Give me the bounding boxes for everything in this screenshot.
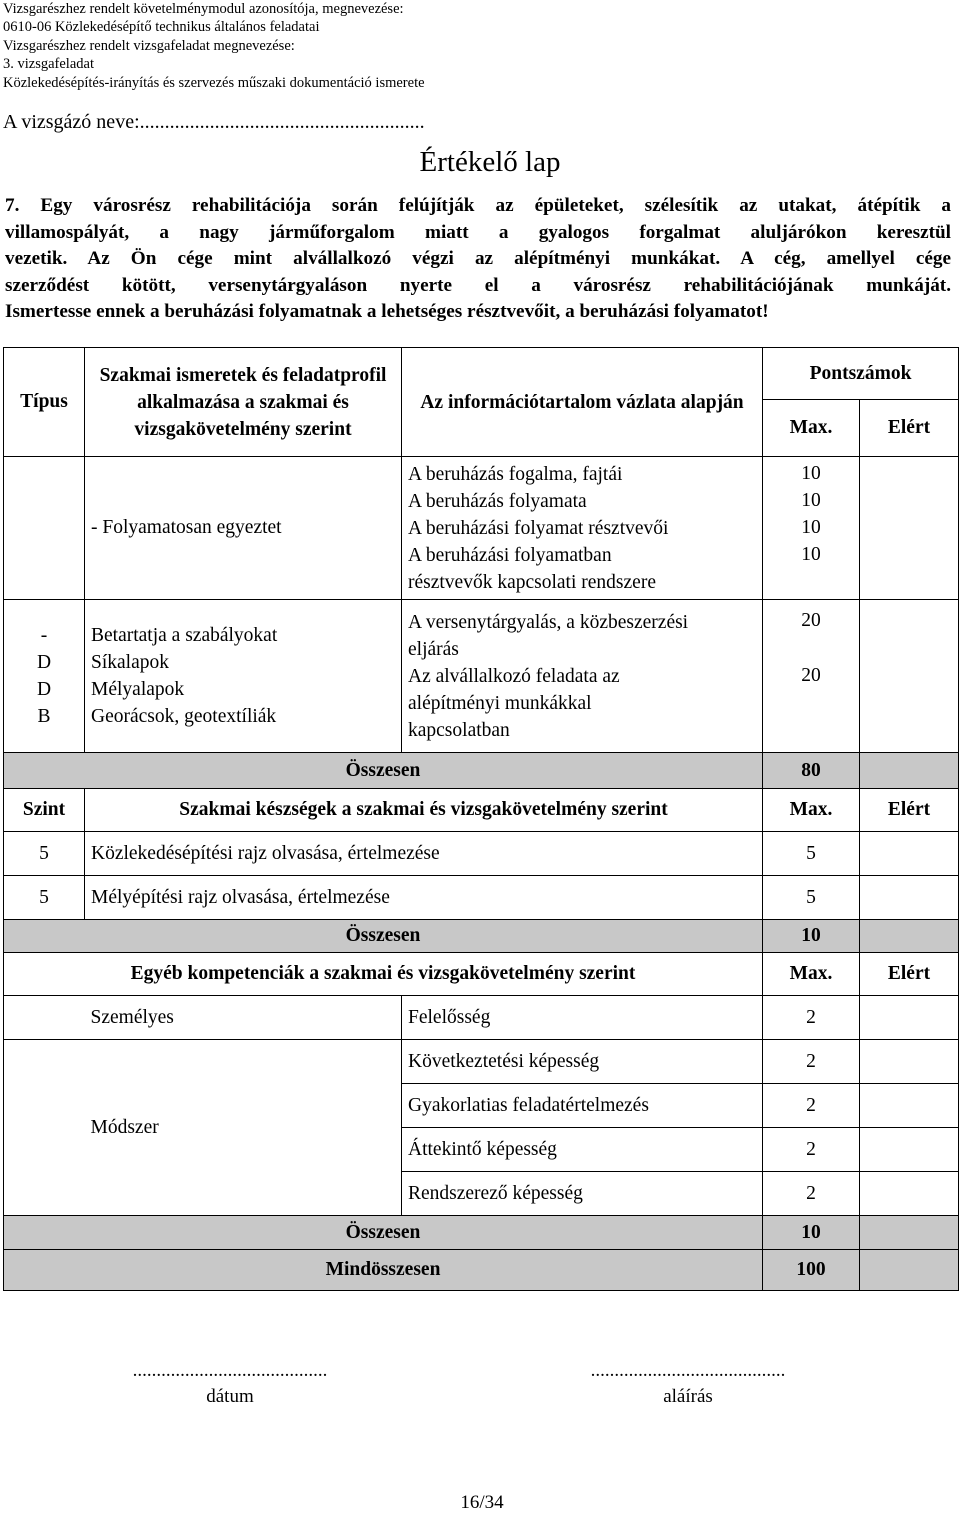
signature-line[interactable]: ......................................... bbox=[590, 1360, 786, 1381]
knowledge-item: Betartatja a szabályokat bbox=[91, 625, 278, 646]
task-line: vezetik. Az Ön cége mint alvállalkozó végzi az alépítményi munkákat. A cég, amellyel cége bbox=[5, 248, 951, 269]
skill-achieved[interactable] bbox=[860, 832, 959, 876]
competency-label: Áttekintő képesség bbox=[402, 1128, 763, 1172]
subtotal-row bbox=[4, 753, 959, 789]
table-row bbox=[4, 1040, 959, 1084]
date-line[interactable]: ......................................... bbox=[132, 1360, 328, 1381]
info-item: A beruházási folyamat résztvevői bbox=[408, 517, 669, 539]
max-value: 10 bbox=[801, 517, 821, 538]
competency-max: 2 bbox=[763, 1172, 860, 1216]
achieved-cell[interactable] bbox=[860, 600, 959, 753]
info-item: kapcsolatban bbox=[408, 719, 510, 741]
type-cell bbox=[4, 600, 85, 753]
competency-label: Rendszerező képesség bbox=[402, 1172, 763, 1216]
skills-header: Szakmai készségek a szakmai és vizsgakövetelmény szerint bbox=[85, 789, 763, 832]
other-header: Egyéb kompetenciák a szakmai és vizsgakövetelmény szerint bbox=[4, 953, 763, 996]
other-header-row bbox=[4, 953, 959, 996]
other-max-header: Max. bbox=[763, 953, 860, 996]
competency-max: 2 bbox=[763, 1040, 860, 1084]
subtotal-row bbox=[4, 1216, 959, 1250]
page-number: 16/34 bbox=[460, 1492, 504, 1513]
knowledge-item: Georácsok, geotextíliák bbox=[91, 706, 277, 727]
skills-header-row bbox=[4, 789, 959, 832]
knowledge-cell: - Folyamatosan egyeztet bbox=[85, 457, 402, 600]
type-letter: B bbox=[37, 706, 51, 727]
col-info-header: Az információtartalom vázlata alapján bbox=[402, 348, 763, 457]
skill-label: Mélyépítési rajz olvasása, értelmezése bbox=[85, 876, 763, 920]
method-label: Módszer bbox=[85, 1040, 402, 1216]
subtotal-value: 10 bbox=[763, 920, 860, 953]
max-cell bbox=[763, 600, 860, 753]
date-signature-block bbox=[90, 1360, 370, 1408]
grand-total-value: 100 bbox=[763, 1250, 860, 1291]
col-type-header: Típus bbox=[4, 348, 85, 457]
skill-label: Közlekedésépítési rajz olvasása, értelmezése bbox=[85, 832, 763, 876]
competency-achieved[interactable] bbox=[860, 1040, 959, 1084]
competency-achieved[interactable] bbox=[860, 1084, 959, 1128]
skills-got-header: Elért bbox=[860, 789, 959, 832]
other-got-header: Elért bbox=[860, 953, 959, 996]
table-row bbox=[4, 832, 959, 876]
max-value: 10 bbox=[801, 544, 821, 565]
table-row bbox=[4, 996, 959, 1040]
max-value: 20 bbox=[801, 665, 821, 686]
date-label: dátum bbox=[206, 1386, 254, 1407]
knowledge-item: Mélyalapok bbox=[91, 679, 185, 700]
col-points-header: Pontszámok bbox=[763, 348, 959, 400]
knowledge-item: Síkalapok bbox=[91, 652, 169, 673]
table-row bbox=[4, 457, 959, 600]
task-line: szerződést kötött, versenytárgyaláson nyerte el a városrész rehabilitációjának munkáját. bbox=[5, 274, 951, 296]
evaluation-table bbox=[3, 347, 959, 1291]
info-item: Az alvállalkozó feladata az bbox=[408, 665, 620, 687]
info-item: A beruházás folyamata bbox=[408, 490, 587, 512]
max-cell bbox=[763, 457, 860, 600]
type-letter: D bbox=[36, 652, 52, 673]
competency-max: 2 bbox=[763, 996, 860, 1040]
subtotal-value: 80 bbox=[763, 753, 860, 789]
table-row bbox=[4, 876, 959, 920]
grand-total-row bbox=[4, 1250, 959, 1291]
subtotal-row bbox=[4, 920, 959, 953]
info-cell bbox=[402, 457, 763, 600]
skill-max: 5 bbox=[763, 832, 860, 876]
examinee-name-field: A vizsgázó neve:......................................................... bbox=[3, 111, 425, 133]
subtotal-label: Összesen bbox=[4, 753, 763, 789]
info-item: A beruházás fogalma, fajtái bbox=[408, 463, 623, 485]
col-knowledge-header: Szakmai ismeretek és feladatprofil alkalmazása a szakmai és vizsgakövetelmény szerint bbox=[85, 348, 402, 457]
subtotal-achieved[interactable] bbox=[860, 1216, 959, 1250]
col-got-header: Elért bbox=[860, 400, 959, 457]
personal-label: Személyes bbox=[85, 996, 402, 1040]
subtotal-label: Összesen bbox=[4, 1216, 763, 1250]
max-value: 10 bbox=[801, 463, 821, 484]
page-title: Értékelő lap bbox=[419, 146, 561, 178]
info-item: alépítményi munkákkal bbox=[408, 692, 592, 714]
competency-max: 2 bbox=[763, 1084, 860, 1128]
competency-max: 2 bbox=[763, 1128, 860, 1172]
subtotal-achieved[interactable] bbox=[860, 920, 959, 953]
competency-label: Felelősség bbox=[402, 996, 763, 1040]
type-letter: D bbox=[36, 679, 52, 700]
info-cell bbox=[402, 600, 763, 753]
competency-label: Gyakorlatias feladatértelmezés bbox=[402, 1084, 763, 1128]
competency-achieved[interactable] bbox=[860, 1128, 959, 1172]
max-value: 20 bbox=[801, 610, 821, 631]
skill-level: 5 bbox=[4, 832, 85, 876]
competency-achieved[interactable] bbox=[860, 1172, 959, 1216]
document-header bbox=[3, 0, 425, 92]
info-item: résztvevők kapcsolati rendszere bbox=[408, 571, 656, 593]
type-cell bbox=[4, 457, 85, 600]
info-item: eljárás bbox=[408, 638, 459, 660]
knowledge-cell bbox=[85, 600, 402, 753]
signature-block bbox=[548, 1360, 828, 1408]
info-item: A versenytárgyalás, a közbeszerzési bbox=[408, 611, 689, 633]
task-description bbox=[5, 193, 951, 326]
type-letter: - bbox=[40, 625, 48, 646]
skill-achieved[interactable] bbox=[860, 876, 959, 920]
max-value: 10 bbox=[801, 490, 821, 511]
grand-total-achieved[interactable] bbox=[860, 1250, 959, 1291]
level-col-header: Szint bbox=[4, 789, 85, 832]
header-line-3: Vizsgarészhez rendelt vizsgafeladat megnevezése: bbox=[3, 37, 295, 54]
subtotal-value: 10 bbox=[763, 1216, 860, 1250]
achieved-cell[interactable] bbox=[860, 457, 959, 600]
header-line-5: Közlekedésépítés-irányítás és szervezés műszaki dokumentáció ismerete bbox=[3, 74, 425, 91]
header-line-2: 0610-06 Közlekedésépítő technikus általános feladatai bbox=[3, 19, 320, 36]
grand-total-label: Mindösszesen bbox=[4, 1250, 763, 1291]
skill-level: 5 bbox=[4, 876, 85, 920]
competency-label: Következtetési képesség bbox=[402, 1040, 763, 1084]
subtotal-label: Összesen bbox=[4, 920, 763, 953]
task-line: villamospályát, a nagy járműforgalom miatt a gyalogos forgalmat aluljárókon keresztül bbox=[5, 221, 951, 243]
table-header-row bbox=[4, 348, 959, 400]
competency-achieved[interactable] bbox=[860, 996, 959, 1040]
info-item: A beruházási folyamatban bbox=[408, 544, 612, 566]
table-row bbox=[4, 600, 959, 753]
skills-max-header: Max. bbox=[763, 789, 860, 832]
subtotal-achieved[interactable] bbox=[860, 753, 959, 789]
skill-max: 5 bbox=[763, 876, 860, 920]
col-max-header: Max. bbox=[763, 400, 860, 457]
header-line-1: Vizsgarészhez rendelt követelménymodul azonosítója, megnevezése: bbox=[3, 1, 404, 17]
task-line: 7. Egy városrész rehabilitációja során felújítják az épületeket, szélesítik az utakat, átépítik a bbox=[5, 195, 951, 216]
task-line: Ismertesse ennek a beruházási folyamatnak a lehetséges résztvevőit, a beruházási folyamatot! bbox=[5, 301, 769, 322]
header-line-4: 3. vizsgafeladat bbox=[3, 56, 94, 73]
signature-label: aláírás bbox=[663, 1386, 713, 1407]
